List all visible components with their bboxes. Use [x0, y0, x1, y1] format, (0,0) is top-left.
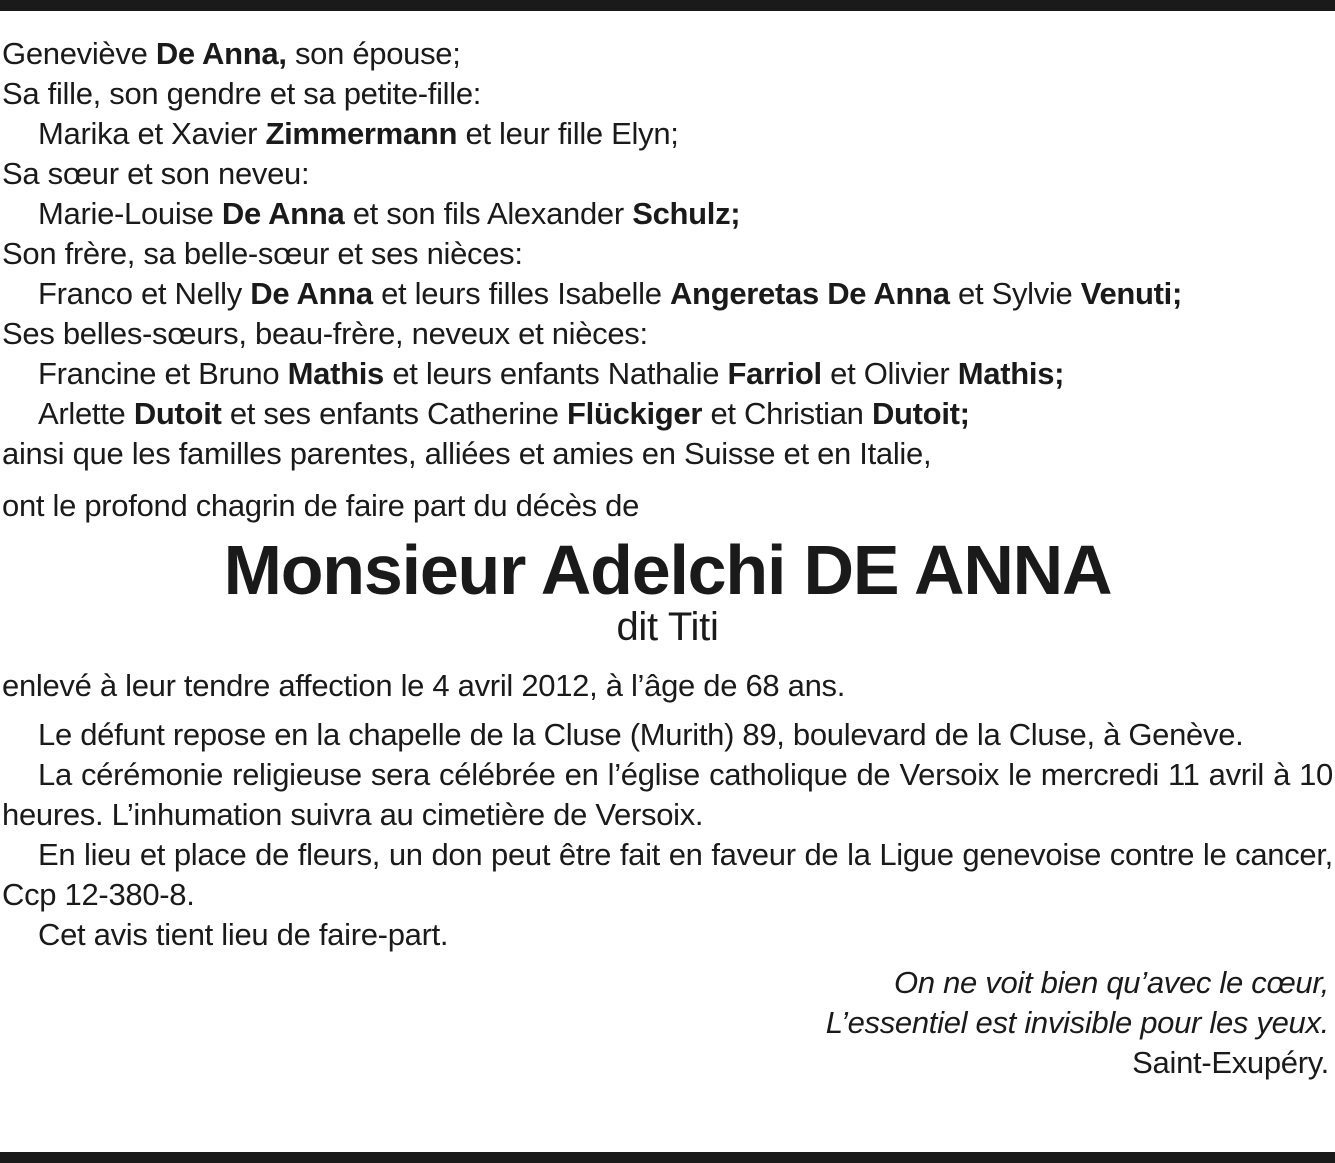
- top-rule: [0, 0, 1335, 11]
- family-surname: Schulz;: [632, 196, 741, 231]
- family-text: Ses belles-sœurs, beau-frère, neveux et nièces:: [2, 316, 648, 351]
- bottom-rule: [0, 1152, 1335, 1163]
- family-surname: Farriol: [727, 356, 822, 391]
- family-surname: Venuti;: [1080, 276, 1183, 311]
- paragraph-rest-place: Le défunt repose en la chapelle de la Cluse (Murith) 89, boulevard de la Cluse, à Genève.: [38, 717, 1244, 752]
- family-list: [2, 34, 1333, 474]
- family-line: [2, 34, 1333, 74]
- family-text: Sa sœur et son neveu:: [2, 156, 310, 191]
- family-surname: Mathis;: [957, 356, 1065, 391]
- family-line: [2, 154, 1333, 194]
- family-surname: Dutoit;: [871, 396, 970, 431]
- family-text: Marie-Louise: [38, 196, 222, 231]
- family-line: [2, 274, 1333, 314]
- family-text: Francine et Bruno: [38, 356, 288, 391]
- family-text: Franco et Nelly: [38, 276, 251, 311]
- family-line: [2, 194, 1333, 234]
- paragraph-ceremony: La cérémonie religieuse sera célébrée en l’église catholique de Versoix le mercredi 11 avril à 10 heures. L’inhumation suivra au cimetière de Versoix.: [2, 757, 1333, 832]
- family-text: Son frère, sa belle-sœur et ses nièces:: [2, 236, 523, 271]
- details-section: [2, 715, 1333, 955]
- family-line: [2, 314, 1333, 354]
- family-text: et leurs filles Isabelle: [372, 276, 670, 311]
- family-surname: Mathis: [287, 356, 385, 391]
- family-surname: De Anna,: [155, 36, 287, 71]
- family-text: et leur fille Elyn;: [457, 116, 679, 151]
- family-text: Sa fille, son gendre et sa petite-fille:: [2, 76, 482, 111]
- family-text: son épouse;: [286, 36, 461, 71]
- family-line: [2, 234, 1333, 274]
- family-line: [2, 74, 1333, 114]
- family-line: [2, 114, 1333, 154]
- family-text: et Sylvie: [949, 276, 1081, 311]
- paragraph-notice: Cet avis tient lieu de faire-part.: [38, 917, 449, 952]
- quote: [2, 963, 1333, 1043]
- family-text: ainsi que les familles parentes, alliées et amies en Suisse et en Italie,: [2, 436, 932, 471]
- family-line: [2, 394, 1333, 434]
- quote-line: On ne voit bien qu’avec le cœur,: [894, 965, 1329, 1000]
- death-line: enlevé à leur tendre affection le 4 avril 2012, à l’âge de 68 ans.: [2, 668, 846, 703]
- family-text: Geneviève: [2, 36, 156, 71]
- deceased-nickname: dit Titi: [616, 605, 719, 649]
- family-surname: Zimmermann: [265, 116, 458, 151]
- family-text: et leurs enfants Nathalie: [384, 356, 728, 391]
- obituary-notice: [2, 34, 1333, 1083]
- family-text: Arlette: [38, 396, 134, 431]
- family-surname: De Anna: [250, 276, 373, 311]
- family-text: et Olivier: [821, 356, 958, 391]
- family-text: Marika et Xavier: [38, 116, 266, 151]
- family-text: et ses enfants Catherine: [221, 396, 567, 431]
- quote-author: Saint-Exupéry.: [1132, 1045, 1329, 1080]
- family-surname: Dutoit: [133, 396, 222, 431]
- announcement-text: ont le profond chagrin de faire part du décès de: [2, 488, 640, 523]
- family-surname: De Anna: [221, 196, 345, 231]
- family-surname: Angeretas De Anna: [669, 276, 950, 311]
- deceased-name: Monsieur Adelchi DE ANNA: [223, 531, 1112, 609]
- family-line: [2, 354, 1333, 394]
- paragraph-donation: En lieu et place de fleurs, un don peut être fait en faveur de la Ligue genevoise contre le cancer, Ccp 12-380-8.: [2, 837, 1333, 912]
- family-surname: Flückiger: [567, 396, 703, 431]
- quote-line: L’essentiel est invisible pour les yeux.: [825, 1005, 1329, 1040]
- family-text: et Christian: [702, 396, 872, 431]
- family-text: et son fils Alexander: [344, 196, 633, 231]
- family-line: [2, 434, 1333, 474]
